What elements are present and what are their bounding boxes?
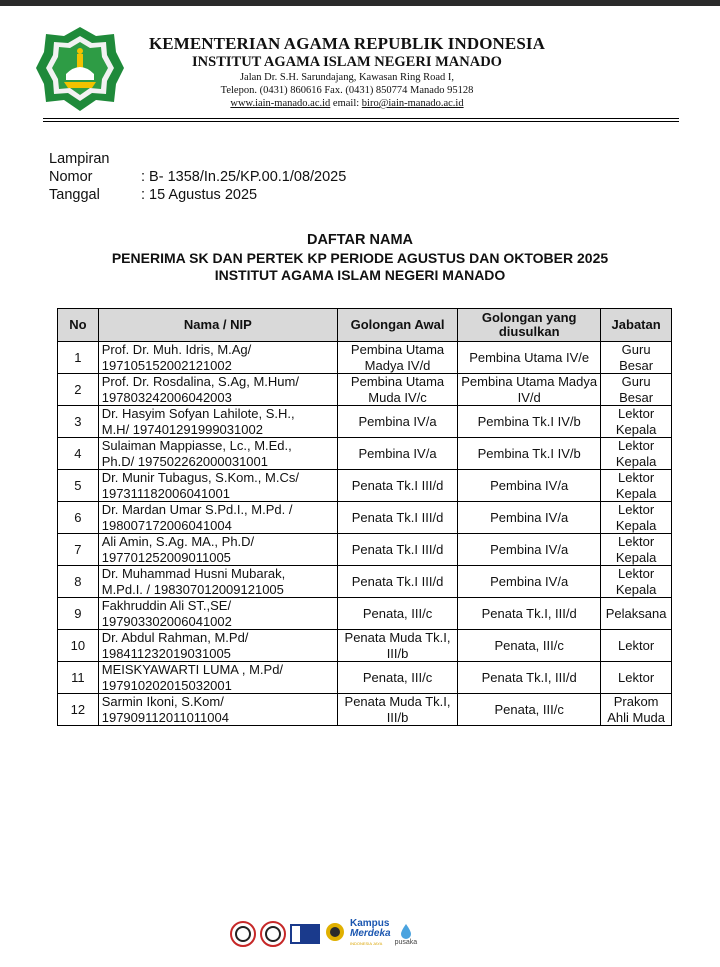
email-link[interactable]: biro@iain-manado.ac.id [361,98,464,109]
cell-name: Ali Amin, S.Ag. MA., Ph.D/ [101,534,255,549]
cell-no: 1 [58,342,99,374]
cell-jabatan: Lektor Kepala [601,438,672,470]
cell-name: Dr. Mardan Umar S.Pd.I., M.Pd. / [101,502,293,517]
cell-name-nip [98,342,337,374]
cell-golongan-awal: Penata, III/c [337,598,457,630]
cell-name: Prof. Dr. Muh. Idris, M.Ag/ [101,342,252,357]
cell-no: 4 [58,438,99,470]
cell-jabatan: Lektor Kepala [601,406,672,438]
pusaka-label: pusaka [394,938,418,946]
cell-golongan-awal: Pembina IV/a [337,406,457,438]
cell-jabatan: Guru Besar [601,374,672,406]
cell-name-nip [98,662,337,694]
institution-emblem-icon [34,24,126,114]
cell-golongan-usul: Pembina IV/a [458,470,601,502]
cell-golongan-usul: Pembina IV/a [458,534,601,566]
cell-name-nip [98,470,337,502]
table-row [58,662,672,694]
iso-certification-icon [230,921,256,947]
cell-golongan-usul: Pembina Tk.I IV/b [458,406,601,438]
footer-logos [230,916,450,952]
cell-nip: 197909112011011004 [101,709,229,725]
cell-name: Dr. Hasyim Sofyan Lahilote, S.H., [101,406,295,421]
cell-nip: 198007172006041004 [101,517,232,533]
table-row [58,374,672,406]
col-header-name: Nama / NIP [98,309,337,342]
cell-nip: 197910202015032001 [101,677,232,693]
col-header-no: No [58,309,99,342]
cell-golongan-awal: Penata Muda Tk.I, III/b [337,694,457,726]
cell-name: Prof. Dr. Rosdalina, S.Ag, M.Hum/ [101,374,299,389]
cell-name: MEISKYAWARTI LUMA , M.Pd/ [101,662,284,677]
cell-name-nip [98,374,337,406]
cell-golongan-usul: Pembina Tk.I IV/b [458,438,601,470]
cell-no: 8 [58,566,99,598]
address-line: Jalan Dr. S.H. Sarundajang, Kawasan Ring Road I, [239,72,455,83]
table-row [58,534,672,566]
pusaka-drop-icon [400,923,412,939]
cell-nip: 198411232019031005 [101,645,231,661]
institute-name: INSTITUT AGAMA ISLAM NEGERI MANADO [192,54,502,70]
tanggal-label: Tanggal [49,187,100,203]
cell-no: 2 [58,374,99,406]
tanggal-value: : 15 Agustus 2025 [141,187,258,203]
ban-pt-seal-icon [324,921,346,947]
cell-name-nip [98,438,337,470]
table-row [58,566,672,598]
col-header-jabatan: Jabatan [601,309,672,342]
iso-certification-icon-2 [260,921,286,947]
cell-golongan-usul: Pembina IV/a [458,566,601,598]
cell-name: Dr. Munir Tubagus, S.Kom., M.Cs/ [101,470,299,485]
website-link[interactable]: www.iain-manado.ac.id [230,98,331,109]
title-line-1: DAFTAR NAMA [306,232,414,248]
cell-golongan-usul: Penata Tk.I, III/d [458,662,601,694]
cell-name-nip [98,406,337,438]
email-label: email: [332,98,360,109]
table-row [58,342,672,374]
cell-nip: M.H/ 197401291999031002 [101,421,263,437]
contact-line [132,97,562,110]
cell-nip: Ph.D/ 197502262000031001 [101,453,268,469]
cell-golongan-awal: Pembina Utama Madya IV/d [337,342,457,374]
cell-no: 6 [58,502,99,534]
cell-nip: M.Pd.I. / 198307012009121005 [101,581,284,597]
cell-golongan-usul: Penata Tk.I, III/d [458,598,601,630]
cell-name-nip [98,630,337,662]
cell-jabatan: Lektor Kepala [601,502,672,534]
cell-name: Dr. Muhammad Husni Mubarak, [101,566,286,581]
cell-no: 12 [58,694,99,726]
cell-jabatan: Lektor [601,630,672,662]
nomor-value: : B- 1358/In.25/KP.00.1/08/2025 [141,169,347,185]
cell-jabatan: Lektor Kepala [601,534,672,566]
cell-golongan-usul: Penata, III/c [458,694,601,726]
title-line-2: PENERIMA SK DAN PERTEK KP PERIODE AGUSTUS DAN OKTOBER 2025 [111,249,609,266]
cell-nip: 197105152002121002 [101,357,232,373]
cell-jabatan: Prakom Ahli Muda [601,694,672,726]
cell-golongan-awal: Penata Tk.I III/d [337,534,457,566]
phone-line: Telepon. (0431) 860616 Fax. (0431) 850774 Manado 95128 [220,85,474,96]
cell-no: 10 [58,630,99,662]
cell-nip: 197803242006042003 [101,389,232,405]
letterhead-rule-thin [43,121,679,122]
table-header-row [58,309,672,342]
col-header-golongan-awal: Golongan Awal [337,309,457,342]
table-row [58,470,672,502]
table-row [58,438,672,470]
table-row [58,406,672,438]
cell-no: 7 [58,534,99,566]
kampus-word: Kampus [350,918,390,929]
kampus-merdeka-logo [350,919,391,949]
letterhead-rule [43,118,679,119]
cell-golongan-awal: Pembina Utama Muda IV/c [337,374,457,406]
cell-name-nip [98,694,337,726]
cell-golongan-awal: Penata, III/c [337,662,457,694]
recipient-table [57,308,672,726]
cell-jabatan: Lektor Kepala [601,566,672,598]
cell-golongan-awal: Penata Tk.I III/d [337,566,457,598]
table-row [58,598,672,630]
cell-name-nip [98,534,337,566]
cell-nip: 197311182006041001 [101,485,230,501]
cell-golongan-usul: Penata, III/c [458,630,601,662]
cell-name: Fakhruddin Ali ST.,SE/ [101,598,232,613]
cell-golongan-awal: Penata Tk.I III/d [337,470,457,502]
cell-nip: 197701252009011005 [101,549,231,565]
cell-golongan-usul: Pembina Utama Madya IV/d [458,374,601,406]
cell-name: Sarmin Ikoni, S.Kom/ [101,694,224,709]
letterhead [132,34,562,110]
cell-jabatan: Lektor Kepala [601,470,672,502]
cell-golongan-usul: Pembina Utama IV/e [458,342,601,374]
uaf-accreditation-icon [290,922,320,946]
ministry-name: KEMENTERIAN AGAMA REPUBLIK INDONESIA [148,34,546,53]
cell-golongan-awal: Pembina IV/a [337,438,457,470]
document-title [0,232,720,285]
title-line-3: INSTITUT AGAMA ISLAM NEGERI MANADO [214,267,506,283]
table-row [58,630,672,662]
table-row [58,502,672,534]
cell-name: Dr. Abdul Rahman, M.Pd/ [101,630,249,645]
cell-no: 5 [58,470,99,502]
col-header-golongan-usul: Golongan yang diusulkan [458,309,601,342]
top-edge-bar [0,0,720,6]
indonesia-jaya-word: INDONESIA JAYA [350,941,383,946]
table-row [58,694,672,726]
cell-name-nip [98,598,337,630]
cell-golongan-awal: Penata Muda Tk.I, III/b [337,630,457,662]
cell-name-nip [98,502,337,534]
cell-jabatan: Lektor [601,662,672,694]
cell-name: Sulaiman Mappiasse, Lc., M.Ed., [101,438,292,453]
pusaka-logo [395,923,418,946]
cell-golongan-awal: Penata Tk.I III/d [337,502,457,534]
lampiran-label: Lampiran [49,151,110,167]
cell-no: 3 [58,406,99,438]
cell-golongan-usul: Pembina IV/a [458,502,601,534]
nomor-label: Nomor [49,169,93,185]
cell-jabatan: Pelaksana [601,598,672,630]
cell-no: 11 [58,662,99,694]
cell-name-nip [98,566,337,598]
merdeka-word: Merdeka [350,928,391,939]
cell-nip: 197903302006041002 [101,613,232,629]
cell-no: 9 [58,598,99,630]
cell-jabatan: Guru Besar [601,342,672,374]
letter-meta [49,150,346,204]
